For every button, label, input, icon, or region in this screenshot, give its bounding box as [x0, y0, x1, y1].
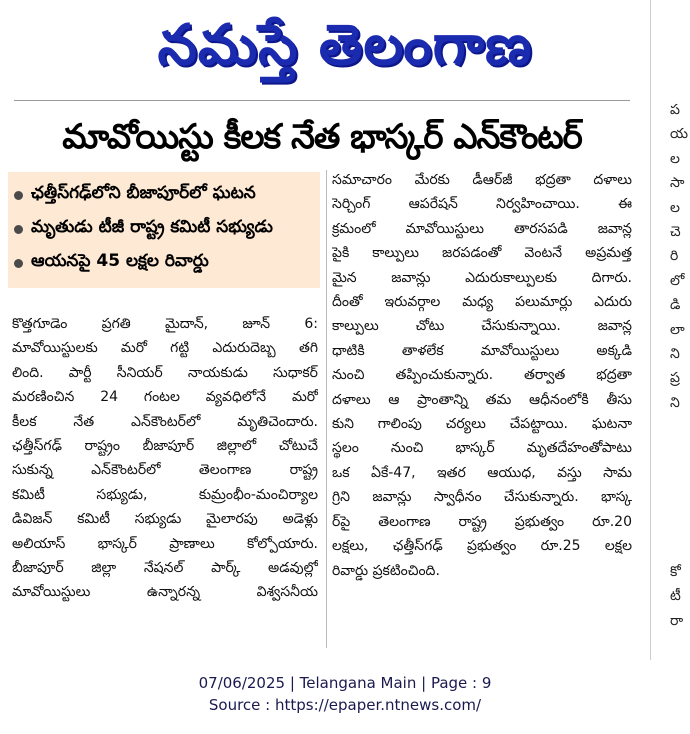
clipped-char: లా	[670, 321, 685, 338]
clipped-char: కో	[670, 564, 681, 580]
text-line: కొత్తగూడెం ప్రగతి మైదాన్, జూన్ 6:	[12, 316, 318, 332]
clipped-char: టీ	[670, 588, 681, 605]
text-line: దీంతో ఇరువర్గాల మధ్య పలుమార్లు ఎదురు	[332, 294, 632, 311]
text-line: మైన జవాన్లు ఎదురుకాల్పులకు దిగారు.	[332, 269, 632, 286]
clipped-adjacent-article	[670, 560, 690, 633]
text-line: గ్రిని జవాన్లు స్వాధీనం చేసుకున్నారు. భాస్క	[332, 489, 632, 506]
article-headline: మావోయిస్టు కీలక నేత భాస్కర్ ఎన్‌కౌంటర్	[62, 117, 582, 157]
text-line: మరణించిన 24 గంటల వ్యవధిలోనే మరో	[12, 389, 318, 406]
text-line: పైకి కాల్పులు జరపడంతో వెంటనే అప్రమత్త	[332, 245, 632, 262]
clipped-char: లో	[670, 272, 685, 289]
masthead	[0, 0, 690, 92]
text-line: రివార్డు ప్రకటించింది.	[332, 562, 440, 579]
text-line: డివిజన్ కమిటీ సభ్యుడు మైలారపు అడెళ్లు	[12, 511, 318, 528]
text-line: ఛత్తీస్‌గఢ్ రాష్ట్రం బీజాపూర్ జిల్లాలో చోటుచే	[12, 438, 318, 455]
divider	[14, 100, 630, 101]
text-line: అలియాస్ భాస్కర్ ప్రాణాలు కోల్పోయారు.	[12, 535, 318, 552]
text-line: సుకున్న ఎన్‌కౌంటర్‌లో తెలంగాణ రాష్ట్ర	[12, 462, 318, 479]
text-line: బీజాపూర్ జిల్లా నేషనల్ పార్క్ అడవుల్లో	[12, 560, 318, 577]
column-divider	[650, 0, 651, 660]
highlight-item	[14, 178, 314, 212]
text-line: ర్‌పై తెలంగాణ రాష్ట్ర ప్రభుత్వం రూ.20	[332, 513, 632, 530]
highlight-text: ఆయనపై 45 లక్షల రివార్డు	[31, 251, 209, 271]
text-line: సమాచారం మేరకు డీఆర్‌జీ భద్రతా దళాలు	[332, 172, 632, 188]
clipped-char: ప్ర	[670, 370, 680, 387]
clipped-char: డి	[670, 297, 681, 314]
source-link[interactable]: Source : https://epaper.ntnews.com/	[208, 696, 482, 714]
highlight-item	[14, 246, 314, 280]
text-line: కుని గాలింపు చర్యలు చేపట్టాయి. ఘటనా	[332, 416, 632, 433]
bullet-icon	[14, 259, 23, 268]
text-line: దళాలు ఆ ప్రాంతాన్ని తమ ఆధీనంలోకి తీసు	[332, 391, 632, 408]
article-column-left	[12, 312, 318, 605]
article-column-middle	[332, 168, 632, 583]
text-line: క్రమంలో మావోయిస్టులు తారసపడి జవాన్ల	[332, 220, 632, 237]
text-line: మావోయిస్టులకు మరో గట్టి ఎదురుదెబ్బ తగి	[12, 340, 318, 357]
clipped-char: ని	[670, 394, 680, 411]
text-line: లింది. పార్టీ సీనియర్ నాయకుడు సుధాకర్	[12, 364, 318, 381]
clipped-char: సా	[670, 175, 685, 192]
text-line: ఒక ఏకే-47, ఇతర ఆయుధ, వస్తు సామ	[332, 464, 632, 481]
bullet-icon	[14, 225, 23, 234]
text-line: మావోయిస్టులు ఉన్నారన్న విశ్వసనీయ	[12, 584, 318, 601]
bullet-icon	[14, 191, 23, 200]
newspaper-logo: నమస్తే తెలంగాణ	[157, 12, 533, 78]
column-divider	[326, 170, 327, 648]
text-line: కీలక నేత ఎన్‌కౌంటర్‌లో మృతిచెందారు.	[12, 413, 318, 430]
text-line: సెర్చింగ్ ఆపరేషన్ నిర్వహించాయి. ఈ	[332, 196, 632, 213]
text-line: స్థలం నుంచి భాస్కర్ మృతదేహంతోపాటు	[332, 440, 632, 457]
text-line: కమిటీ సభ్యుడు, కుమ్రంభీం-మంచిర్యాల	[12, 486, 318, 503]
clipped-char: ల	[670, 150, 680, 167]
highlight-item	[14, 212, 314, 246]
text-line: లక్షలు, ఛత్తీస్‌గఢ్ ప్రభుత్వం రూ.25 లక్షల	[332, 538, 632, 555]
text-line: ధాటికి తాళలేక మావోయిస్టులు అక్కడి	[332, 342, 632, 359]
edition-info: 07/06/2025 | Telangana Main | Page : 9	[198, 674, 492, 692]
highlight-text: ఛత్తీస్‌గఢ్‌లోని బీజాపూర్‌లో ఘటన	[31, 183, 256, 203]
clipped-char: ల	[670, 199, 680, 216]
clipped-char: చె	[670, 224, 681, 241]
clipped-char: ని	[670, 346, 680, 363]
clipped-char: రి	[670, 248, 679, 265]
clipped-char: య	[670, 126, 689, 143]
highlight-text: మృతుడు టీజీ రాష్ట్ర కమిటీ సభ్యుడు	[31, 217, 273, 237]
highlights-box	[8, 172, 320, 288]
text-line: నుంచి తప్పించుకున్నారు. తర్వాత భద్రతా	[332, 367, 632, 384]
clipped-adjacent-article	[670, 98, 690, 415]
clipped-char: ప	[670, 102, 680, 118]
text-line: కాల్పులు చోటు చేసుకున్నాయి. జవాన్ల	[332, 318, 632, 335]
clipped-char: రా	[670, 612, 684, 629]
